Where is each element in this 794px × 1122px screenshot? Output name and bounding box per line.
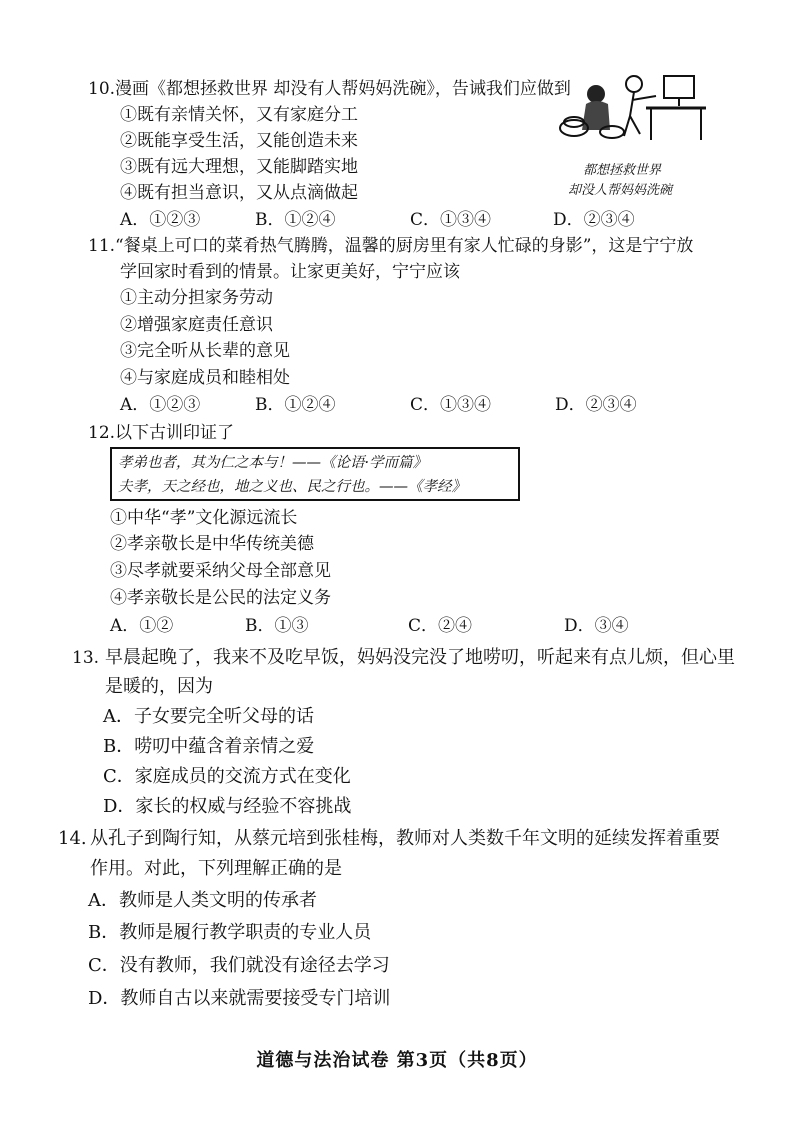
q11-stem-line-2: 学回家时看到的情景。让家更美好，宁宁应该 (120, 262, 460, 282)
q12-item-4: ④孝亲敬长是公民的法定义务 (110, 588, 331, 608)
q11-item-1: ①主动分担家务劳动 (120, 288, 273, 308)
q14-option-a: A．教师是人类文明的传承者 (88, 890, 317, 911)
q11-option-a: A．①②③ (120, 395, 201, 415)
q13-stem-line-2: 是暖的，因为 (105, 676, 213, 697)
quote-line-2: 夫孝，天之经也，地之义也、民之行也。——《孝经》 (118, 479, 466, 495)
q13-number: 13. (72, 648, 100, 668)
q13-option-d: D．家长的权威与经验不容挑战 (103, 796, 352, 817)
q10-item-2: ②既能享受生活，又能创造未来 (120, 131, 358, 151)
q10-option-b: B．①②④ (255, 210, 336, 230)
cartoon-illustration (556, 70, 706, 142)
q11-option-c: C．①③④ (410, 395, 492, 415)
q12-item-1: ①中华“孝”文化源远流长 (110, 508, 298, 528)
q11-option-b: B．①②④ (255, 395, 336, 415)
q12-item-3: ③尽孝就要采纳父母全部意见 (110, 561, 331, 581)
q10-option-c: C．①③④ (410, 210, 492, 230)
cartoon-caption-1: 都想拯救世界 (583, 163, 662, 178)
q10-option-d: D．②③④ (553, 210, 635, 230)
quote-line-1: 孝弟也者，其为仁之本与！——《论语·学而篇》 (118, 455, 428, 471)
q12-option-c: C．②④ (408, 616, 473, 636)
q10-number: 10. (88, 79, 116, 99)
q12-number: 12. (88, 423, 116, 443)
q12-option-b: B．①③ (245, 616, 309, 636)
q11-stem-line-1: “餐桌上可口的菜肴热气腾腾，温馨的厨房里有家人忙碌的身影”，这是宁宁放 (115, 236, 694, 256)
q11-item-4: ④与家庭成员和睦相处 (120, 368, 290, 388)
page-footer: 道德与法治试卷 第3页（共8页） (256, 1050, 538, 1071)
q12-stem: 以下古训印证了 (115, 423, 234, 443)
q14-number: 14. (58, 828, 87, 849)
quote-box (110, 447, 520, 501)
q14-stem-line-2: 作用。对此，下列理解正确的是 (90, 858, 342, 879)
q14-stem-line-1: 从孔子到陶行知，从蔡元培到张桂梅，教师对人类数千年文明的延续发挥着重要 (90, 828, 720, 849)
q11-option-d: D．②③④ (555, 395, 637, 415)
q13-option-b: B．唠叨中蕴含着亲情之爱 (103, 736, 315, 757)
cartoon-caption-2: 却没人帮妈妈洗碗 (568, 183, 673, 198)
q11-number: 11. (88, 236, 116, 256)
q10-item-1: ①既有亲情关怀，又有家庭分工 (120, 105, 358, 125)
q11-item-2: ②增强家庭责任意识 (120, 315, 273, 335)
q12-option-d: D．③④ (564, 616, 629, 636)
q10-item-3: ③既有远大理想，又能脚踏实地 (120, 157, 358, 177)
q12-item-2: ②孝亲敬长是中华传统美德 (110, 534, 314, 554)
q13-option-a: A．子女要完全听父母的话 (103, 706, 314, 727)
q12-option-a: A．①② (110, 616, 174, 636)
q14-option-d: D．教师自古以来就需要接受专门培训 (88, 988, 391, 1009)
q10-option-a: A．①②③ (120, 210, 201, 230)
q13-stem-line-1: 早晨起晚了，我来不及吃早饭，妈妈没完没了地唠叨，听起来有点儿烦，但心里 (105, 647, 735, 668)
q14-option-b: B．教师是履行教学职责的专业人员 (88, 922, 372, 943)
q13-option-c: C．家庭成员的交流方式在变化 (103, 766, 351, 787)
q11-item-3: ③完全听从长辈的意见 (120, 341, 290, 361)
q10-stem: 漫画《都想拯救世界 却没有人帮妈妈洗碗》，告诫我们应做到 (115, 79, 571, 99)
q14-option-c: C．没有教师，我们就没有途径去学习 (88, 955, 390, 976)
q10-item-4: ④既有担当意识，又从点滴做起 (120, 183, 358, 203)
